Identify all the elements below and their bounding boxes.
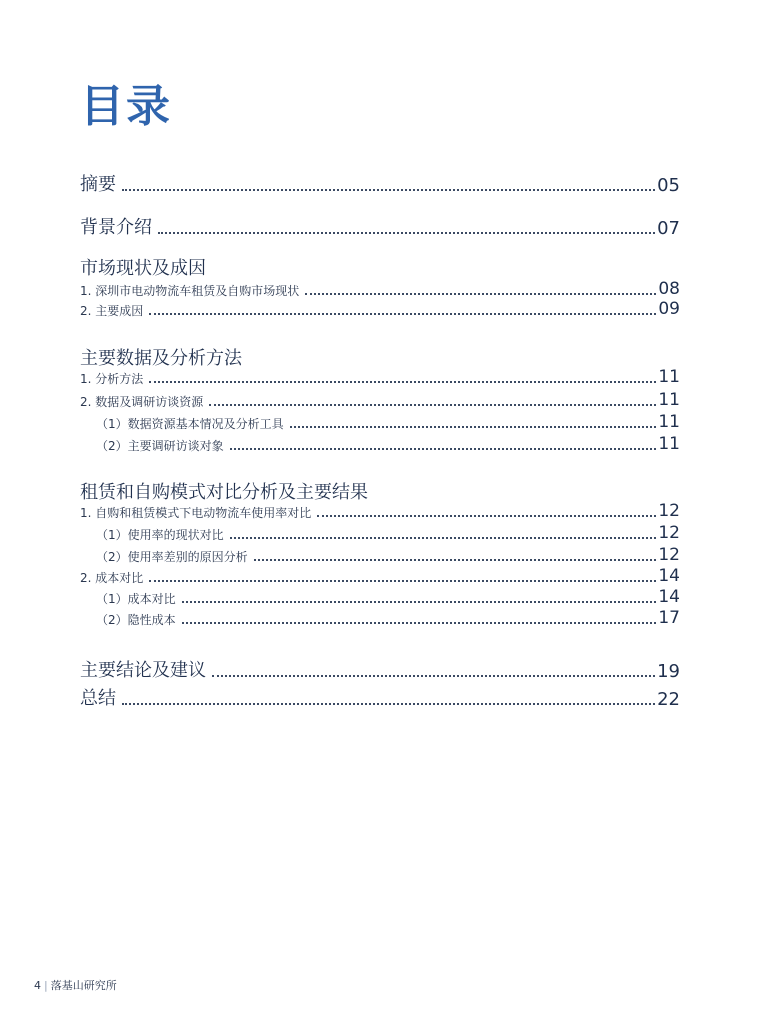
dot-leader — [149, 580, 656, 582]
dot-leader — [149, 381, 656, 383]
toc-entry-label: 总结 — [80, 688, 116, 709]
toc-entry-summary[interactable] — [80, 684, 680, 710]
toc-page-number: 05 — [657, 175, 680, 196]
toc-entry-background[interactable] — [80, 213, 680, 239]
toc-entry-label: （2）使用率差别的原因分析 — [96, 550, 248, 564]
dot-leader — [182, 601, 657, 603]
toc-entry-label: （2）主要调研访谈对象 — [96, 439, 224, 453]
toc-entry-label: 2. 主要成因 — [80, 304, 144, 318]
toc-page-number: 22 — [657, 689, 680, 710]
toc-entry-cost-compare-sub[interactable] — [96, 587, 680, 607]
toc-entry-label: 摘要 — [80, 174, 116, 195]
toc-entry-label: （1）使用率的现状对比 — [96, 528, 224, 542]
toc-entry-label: 2. 数据及调研访谈资源 — [80, 395, 204, 409]
toc-page-number: 11 — [658, 434, 680, 454]
toc-entry-label: 1. 自购和租赁模式下电动物流车使用率对比 — [80, 506, 312, 520]
toc-entry-data-basics[interactable] — [96, 412, 680, 432]
toc-entry-interviewees[interactable] — [96, 434, 680, 454]
dot-leader — [305, 293, 656, 295]
page-title: 目录 — [80, 81, 172, 132]
dot-leader — [230, 537, 657, 539]
toc-entry-label: 1. 深圳市电动物流车租赁及自购市场现状 — [80, 284, 300, 298]
toc-page-number: 11 — [658, 412, 680, 432]
toc-page-number: 19 — [657, 661, 680, 682]
page-footer — [34, 977, 117, 993]
dot-leader — [290, 426, 657, 428]
dot-leader — [209, 404, 656, 406]
toc-entry-label: 2. 成本对比 — [80, 571, 144, 585]
toc-entry-data-resources[interactable] — [80, 390, 680, 410]
toc-page-number: 17 — [658, 608, 680, 628]
toc-entry-label: 1. 分析方法 — [80, 372, 144, 386]
toc-entry-utilization-reasons[interactable] — [96, 545, 680, 565]
toc-entry-label: （1）成本对比 — [96, 592, 176, 606]
toc-entry-cost-compare[interactable] — [80, 566, 680, 586]
toc-section-heading-market[interactable]: 市场现状及成因 — [80, 258, 206, 279]
toc-page-number: 07 — [657, 218, 680, 239]
dot-leader — [212, 675, 655, 677]
toc-entry-label: 主要结论及建议 — [80, 660, 206, 681]
toc-entry-label: 背景介绍 — [80, 217, 152, 238]
toc-entry-label: （2）隐性成本 — [96, 613, 176, 627]
toc-entry-abstract[interactable] — [80, 170, 680, 196]
footer-separator: | — [44, 979, 48, 992]
dot-leader — [149, 313, 656, 315]
toc-section-heading-compare[interactable]: 租赁和自购模式对比分析及主要结果 — [80, 482, 368, 503]
toc-entry-utilization-compare[interactable] — [80, 501, 680, 521]
toc-page-number: 11 — [658, 367, 680, 387]
dot-leader — [230, 448, 657, 450]
toc-entry-hidden-cost[interactable] — [96, 608, 680, 628]
toc-page-number: 12 — [658, 523, 680, 543]
toc-page-number: 11 — [658, 390, 680, 410]
toc-page-number: 14 — [658, 566, 680, 586]
toc-section-heading-data[interactable]: 主要数据及分析方法 — [80, 348, 242, 369]
toc-entry-market-status[interactable] — [80, 279, 680, 299]
toc-page-number: 09 — [658, 299, 680, 319]
footer-organization: 落基山研究所 — [50, 979, 117, 992]
footer-page-number: 4 — [34, 979, 41, 992]
dot-leader — [122, 703, 655, 705]
dot-leader — [122, 189, 655, 191]
toc-entry-utilization-status[interactable] — [96, 523, 680, 543]
toc-page-number: 12 — [658, 545, 680, 565]
toc-entry-conclusion[interactable] — [80, 656, 680, 682]
toc-entry-analysis-method[interactable] — [80, 367, 680, 387]
dot-leader — [317, 515, 656, 517]
toc-page-number: 12 — [658, 501, 680, 521]
dot-leader — [254, 559, 657, 561]
toc-page-number: 08 — [658, 279, 680, 299]
toc-entry-label: （1）数据资源基本情况及分析工具 — [96, 417, 284, 431]
toc-page-number: 14 — [658, 587, 680, 607]
toc-entry-main-causes[interactable] — [80, 299, 680, 319]
dot-leader — [182, 622, 657, 624]
dot-leader — [158, 232, 655, 234]
